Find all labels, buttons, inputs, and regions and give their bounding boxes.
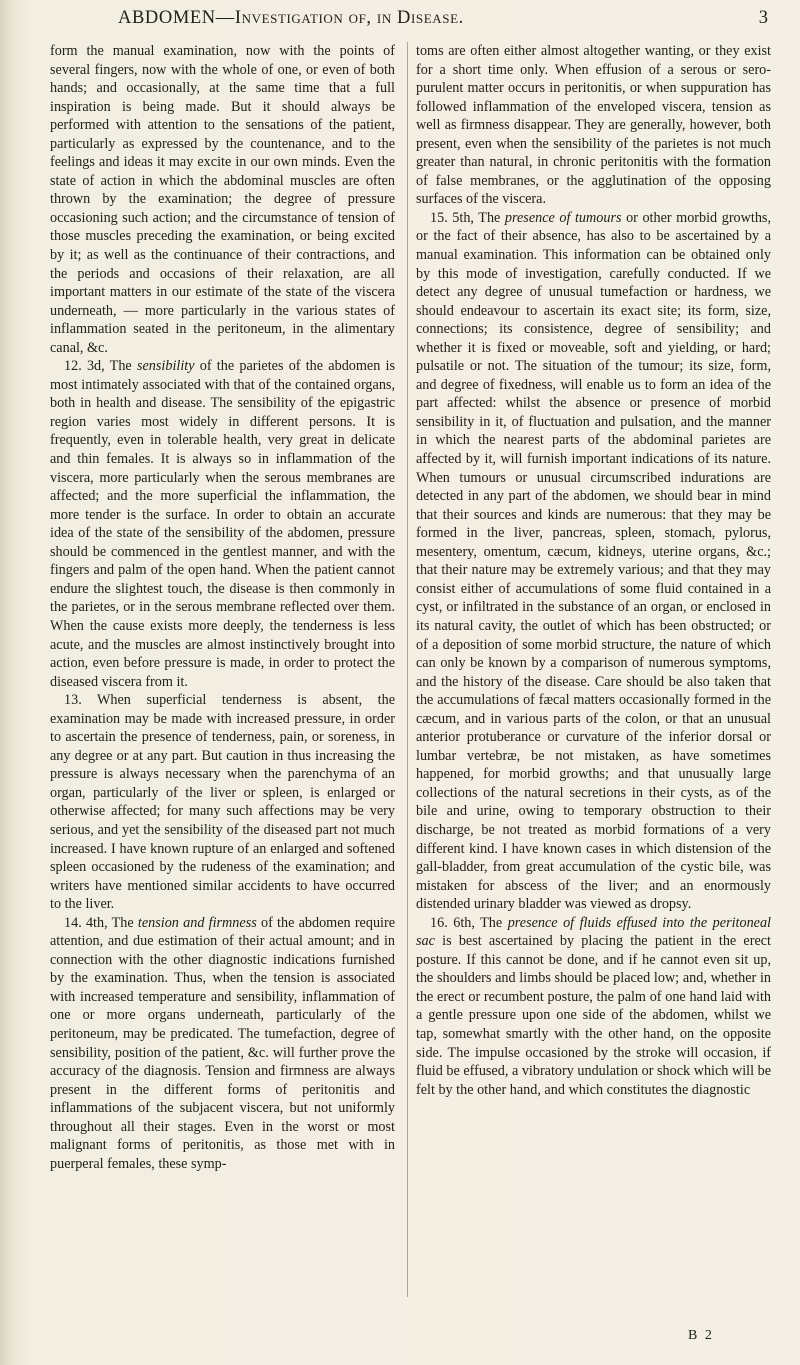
- column-divider: [407, 42, 408, 1297]
- paragraph: [50, 914, 395, 1174]
- right-column: [416, 42, 771, 1099]
- italic-term: tension and firmness: [137, 914, 257, 931]
- signature-mark: B 2: [688, 1328, 714, 1343]
- paragraph-lead: 16. 6th, The: [430, 914, 508, 931]
- paragraph-text: form the manual examination, now with the points of several fingers, now with the whole of one, or even of both hands; and occasionally, at the same time that a full inspiration is being made. But it should always be performed with attention to the sensations of the patient, particularly as expressed by the countenance, and to the feelings and ideas it may excite in our own minds. Even the state of action in which the abdominal muscles are often thrown by the examination; the degree of pressure occasioning such action; and the circumstance of tension of those muscles preceding the examination, or being excited by it; as well as the continuance of their contractions, and the periods and occasions of their relaxation, are all important matters in our estimate of the state of the viscera underneath, — more particularly in the various states of inflammation seated in the peritoneum, in the alimentary canal, &c.: [50, 43, 395, 356]
- paragraph: [416, 209, 771, 914]
- running-header: [50, 8, 780, 34]
- running-title-section: ABDOMEN: [118, 8, 216, 28]
- left-column: [50, 42, 395, 1173]
- paragraph-text: is best ascertained by placing the patient in the erect posture. If this cannot be done, and if he cannot even sit up, the shoulders and limbs should be placed low; and, whether in the erect or recumbent posture, the palm of one hand laid with a gentle pressure upon one side of the abdomen, whilst we tap, somewhat smartly with the other hand, on the opposite side. The impulse occasioned by the stroke will occasion, if fluid be effused, a vibratory undulation or shock which will be felt by the other hand, and which constitutes the diagnostic: [416, 933, 771, 1098]
- paragraph-text: of the parietes of the abdomen is most intimately associated with that of the contained organs, both in health and disease. The sensibility of the epigastric region varies most widely in different persons. It is frequently, even in tolerable health, very great in delicate and thin females. It is always so in inflammation of the viscera, more particularly when the serous membranes are affected; and the more superficial the inflammation, the more tender is the surface. In order to obtain an accurate idea of the state of the sensibility of the abdomen, pressure should be commenced in the gentlest manner, and with the fingers and palm of the open hand. When the patient cannot endure the slightest touch, the disease is then commonly in the parietes, or in the serous membrane reflected over them. When the cause exists more deeply, the tenderness is less acute, and the muscles are almost instinctively brought into action, even before pressure is made, in order to protect the diseased viscera from it.: [50, 358, 395, 690]
- paragraph-lead: 12. 3d, The: [64, 358, 137, 375]
- paragraph: [50, 691, 395, 914]
- paragraph-continued: [416, 42, 771, 209]
- paragraph-lead: 14. 4th, The: [64, 914, 138, 931]
- paragraph-continued: [50, 42, 395, 357]
- paragraph-text: or other morbid growths, or the fact of their absence, has also to be ascertained by a manual examination. This information can be obtained only by this mode of investigation, carefully conducted. If we detect any degree of unusual tumefaction or hardness, we should endeavour to ascertain its exact site; its form, size, connections; its consistence, degree of sensibility; and whether it is fixed or moveable, soft and yielding, or hard; pulsatile or not. The situation of the tumour; its size, form, and degree of fixedness, will enable us to form an idea of the part affected: whilst the absence or presence of morbid sensibility in it, of fluctuation and pulsation, and the manner in which the nearest parts of the abdominal parietes are affected by it, will furnish important indications of its nature. When tumours or unusual circumscribed indurations are detected in any part of the abdomen, we should bear in mind that their sources and kinds are numerous: that they may be formed in the liver, pancreas, spleen, stomach, pylorus, mesentery, omentum, cæcum, kidneys, uterine organs, &c.; that their nature may be extremely various; and that they may consist either of accumulations of some fluid contained in a cyst, or infiltrated in the substance of an organ, or enclosed in its natural cavity, the outlet of which has been obstructed; or of a deposition of some morbid structure, the nature of which can only be known by a comparison of numerous symptoms, and the history of the disease. Care should be also taken that the accumulations of fæcal matters occasionally formed in the cæcum, and in various parts of the colon, or that an unusual anterior protuberance or curvature of the inferior dorsal or lumbar vertebræ, be not mistaken, as have sometimes happened, for morbid growths; and that unusually large collections of the natural secretions in their cysts, as of the bile and urine, owing to temporary obstruction to their discharge, be not treated as morbid formations of a very different kind. I have known cases in which distension of the gall-bladder, from great accumulation of the cystic bile, was mistaken for abscess of the liver; and an enormously distended urinary bladder was viewed as dropsy.: [416, 209, 771, 913]
- italic-term: presence of fluids effused into the peritoneal sac: [416, 914, 771, 950]
- running-title-subtitle: —Investigation of, in Disease.: [215, 8, 464, 28]
- paragraph-lead: 13. When superficial tenderness is absent, the examination may be made with increased pressure, in order to ascertain the presence of tenderness, pain, or soreness, in any degree or at any part. But caution in thus increasing the pressure is always necessary when the parenchyma of an organ, particularly of the liver or spleen, is enlarged or otherwise affected; for many such affections may be very serious, and yet the sensibility of the diseased part not much increased. I have known rupture of an enlarged and softened spleen occasioned by the rudeness of the examination; and writers have mentioned similar accidents to have occurred to the liver.: [50, 692, 395, 913]
- running-title: [118, 8, 464, 29]
- paragraph: [416, 914, 771, 1099]
- italic-term: sensibility: [136, 358, 195, 375]
- paragraph: [50, 357, 395, 691]
- paragraph-lead: 15. 5th, The: [430, 209, 505, 226]
- paragraph-text: toms are often either almost altogether wanting, or they exist for a short time only. When effusion of a serous or sero-purulent matter occurs in peritonitis, or when suppuration has followed inflammation of the enveloped viscera, tension as well as firmness disappear. They are generally, however, both present, even when the sensibility of the parietes is not much greater than natural, in chronic peritonitis with the formation of false membranes, or the agglutination of the opposing surfaces of the viscera.: [416, 43, 771, 208]
- paragraph-text: of the abdomen require attention, and due estimation of their actual amount; and in connection with the other diagnostic indications furnished by the examination. Thus, when the tension is associated with increased temperature and sensibility, inflammation of one or more organs underneath, particularly of the peritoneum, may be predicated. The tumefaction, degree of sensibility, position of the patient, &c. will further prove the accuracy of the diagnosis. Tension and firmness are always present in the different forms of peritonitis and inflammations of the subjacent viscera, but not uniformly throughout all their stages. Even in the worst or most malignant forms of peritonitis, as those met with in puerperal females, these symp-: [50, 914, 396, 1172]
- italic-term: presence of tumours: [504, 209, 622, 226]
- page-number: 3: [758, 8, 768, 28]
